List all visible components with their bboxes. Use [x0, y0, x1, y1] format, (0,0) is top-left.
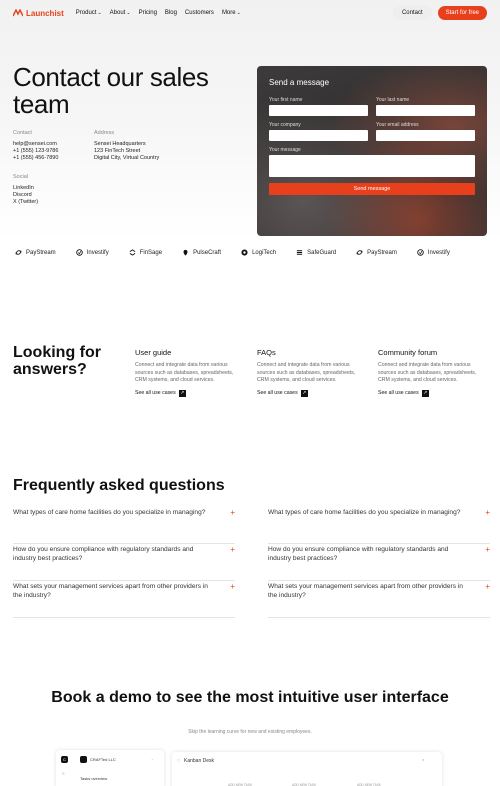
social-info: [13, 174, 38, 207]
app-preview-left: [56, 750, 164, 786]
answers-title: Looking for answers?: [13, 344, 101, 378]
column-description: Connect and integrate data from various sources such as databases, spreadsheets, CRM systems, and cloud services.: [135, 362, 234, 383]
address-line: 123 FinTech Street: [94, 148, 141, 155]
menu-icon: ☰: [62, 772, 65, 776]
add-task-button[interactable]: ADD NEW TASK: [228, 783, 252, 786]
page-title: Contact our sales team: [13, 62, 209, 119]
brand-logo[interactable]: [13, 9, 64, 18]
plus-icon: +: [230, 582, 235, 591]
address-line: Digital City, Virtual Country: [94, 155, 160, 162]
tasks-overview-label: Tasks overview: [80, 776, 108, 781]
contact-email[interactable]: help@sensei.com: [13, 141, 57, 147]
chevron-down-icon: ⌄: [236, 10, 241, 16]
add-task-button[interactable]: ADD NEW TASK: [292, 783, 316, 786]
nav-item-blog[interactable]: [165, 10, 177, 16]
faq-question: What sets your management services apart from other providers in the industry?: [268, 583, 463, 599]
brand-name: Launchist: [26, 8, 64, 18]
nav-label: Customers: [184, 10, 214, 16]
add-task-button[interactable]: ADD NEW TASK: [357, 783, 381, 786]
customer-logos: [15, 249, 500, 256]
answer-column-faqs: [257, 348, 367, 397]
logo-item: [129, 249, 162, 256]
chevron-down-icon: ⌄: [126, 10, 131, 16]
faq-item[interactable]: [13, 582, 235, 618]
message-textarea[interactable]: [269, 155, 475, 177]
demo-title: Book a demo to see the most intuitive user interface: [51, 689, 449, 706]
logitech-icon: [241, 249, 248, 256]
sidebar-toggle-icon: ▢: [177, 758, 181, 762]
column-title: Community forum: [378, 348, 438, 357]
plus-icon: +: [485, 545, 490, 554]
faq-question: How do you ensure compliance with regulatory standards and industry best practices?: [13, 546, 194, 562]
address-line: Sensei Headquarters: [94, 141, 146, 147]
logo-item: [76, 249, 109, 256]
link-label: See all use cases: [378, 390, 419, 396]
arrow-up-right-icon: ↗: [180, 390, 185, 396]
column-description: Connect and integrate data from various sources such as databases, spreadsheets, CRM systems, and cloud services.: [378, 362, 477, 383]
nav-label: More: [221, 10, 236, 16]
nav-label: Blog: [164, 10, 177, 16]
social-link-discord[interactable]: Discord: [13, 192, 32, 199]
nav-label: About: [109, 10, 126, 16]
nav-item-about[interactable]: [110, 10, 131, 16]
email-input[interactable]: [376, 130, 475, 141]
link-label: See all use cases: [135, 390, 176, 396]
chevron-down-icon: ⌄: [151, 757, 154, 761]
logo-name: Investify: [427, 249, 450, 256]
start-for-free-button[interactable]: Start for free: [438, 6, 487, 20]
social-heading: Social: [13, 174, 28, 180]
plus-icon: +: [485, 508, 490, 517]
last-name-input[interactable]: [376, 105, 475, 116]
faq-item[interactable]: [268, 508, 490, 544]
arrow-up-right-icon: ↗: [423, 390, 428, 396]
faq-question: How do you ensure compliance with regulatory standards and industry best practices?: [268, 546, 449, 562]
faq-question: What sets your management services apart from other providers in the industry?: [13, 583, 208, 599]
workspace-icon: [80, 756, 87, 763]
plus-icon: +: [230, 508, 235, 517]
logo-name: PayStream: [26, 249, 56, 256]
nav-item-product[interactable]: [76, 10, 102, 16]
logo-name: LogiTech: [252, 249, 277, 256]
demo-subtitle: Skip the learning curve for new and existing employees.: [188, 729, 312, 735]
send-message-button[interactable]: Send message: [269, 183, 475, 195]
logo-item: [241, 249, 276, 256]
faq-item[interactable]: [268, 545, 490, 581]
first-name-label: Your first name: [269, 97, 303, 103]
app-preview-right: [172, 752, 442, 786]
nav-label: Product: [75, 10, 97, 16]
company-input[interactable]: [269, 130, 368, 141]
contact-form: [257, 66, 487, 236]
column-description: Connect and integrate data from various sources such as databases, spreadsheets, CRM systems, and cloud services.: [257, 362, 356, 383]
launchist-logo-icon: [13, 9, 23, 17]
logo-name: FinSage: [139, 249, 163, 256]
faq-item[interactable]: [13, 545, 235, 581]
logo-item: [356, 249, 397, 256]
column-title: FAQs: [257, 348, 276, 357]
social-link-x[interactable]: X (Twitter): [13, 199, 39, 206]
see-all-use-cases-link[interactable]: [378, 390, 488, 397]
investify-icon: [417, 249, 424, 256]
logo-name: Investify: [86, 249, 109, 256]
chevron-down-icon: ⌄: [97, 10, 102, 16]
logo-name: PulseCraft: [193, 249, 222, 256]
app-logo-icon: C: [61, 756, 68, 763]
logo-item: [296, 249, 336, 256]
faq-title: Frequently asked questions: [13, 477, 225, 494]
nav-item-pricing[interactable]: [139, 10, 157, 16]
faq-item[interactable]: [13, 508, 235, 544]
paystream-icon: [356, 249, 363, 256]
contact-phone[interactable]: +1 (555) 456-7890: [13, 155, 59, 162]
pulsecraft-icon: [182, 249, 189, 256]
answer-column-community-forum: [378, 348, 488, 397]
faq-item[interactable]: [268, 582, 490, 618]
finsage-icon: [129, 249, 136, 256]
email-label: Your email address: [376, 122, 419, 128]
contact-button[interactable]: Contact: [393, 6, 432, 20]
nav-label: Pricing: [138, 10, 157, 16]
investify-icon: [76, 249, 83, 256]
contact-heading: Contact: [13, 130, 32, 136]
safeguard-icon: [296, 249, 303, 256]
logo-item: [417, 249, 450, 256]
nav-links: [76, 10, 241, 16]
column-title: User guide: [135, 348, 172, 357]
arrow-up-right-icon: ↗: [302, 390, 307, 396]
app-name: CRAFTed LLC: [90, 757, 116, 762]
address-heading: Address: [94, 130, 115, 136]
close-icon: ✕: [422, 758, 425, 762]
logo-item: [15, 249, 56, 256]
message-label: Your message: [269, 147, 301, 153]
faq-question: What types of care home facilities do you specialize in managing?: [268, 509, 461, 516]
address-info: [94, 130, 159, 163]
form-title: Send a message: [269, 78, 330, 87]
nav-item-customers[interactable]: [185, 10, 214, 16]
see-all-use-cases-link[interactable]: [257, 390, 367, 397]
social-link-linkedin[interactable]: LinkedIn: [13, 185, 34, 191]
logo-item: [182, 249, 221, 256]
contact-phone[interactable]: +1 (555) 123-9786: [13, 148, 59, 155]
see-all-use-cases-link[interactable]: [135, 390, 245, 397]
plus-icon: +: [485, 582, 490, 591]
top-nav: [0, 0, 500, 26]
link-label: See all use cases: [257, 390, 298, 396]
nav-item-more[interactable]: [222, 10, 241, 16]
answer-column-user-guide: [135, 348, 245, 397]
first-name-input[interactable]: [269, 105, 368, 116]
plus-icon: +: [230, 545, 235, 554]
kanban-title: Kanban Desk: [184, 758, 215, 764]
faq-question: What types of care home facilities do you specialize in managing?: [13, 509, 206, 516]
last-name-label: Your last name: [376, 97, 410, 103]
paystream-icon: [15, 249, 22, 256]
company-label: Your company: [269, 122, 301, 128]
logo-name: SafeGuard: [307, 249, 337, 256]
logo-name: PayStream: [367, 249, 397, 256]
contact-info: [13, 130, 58, 163]
